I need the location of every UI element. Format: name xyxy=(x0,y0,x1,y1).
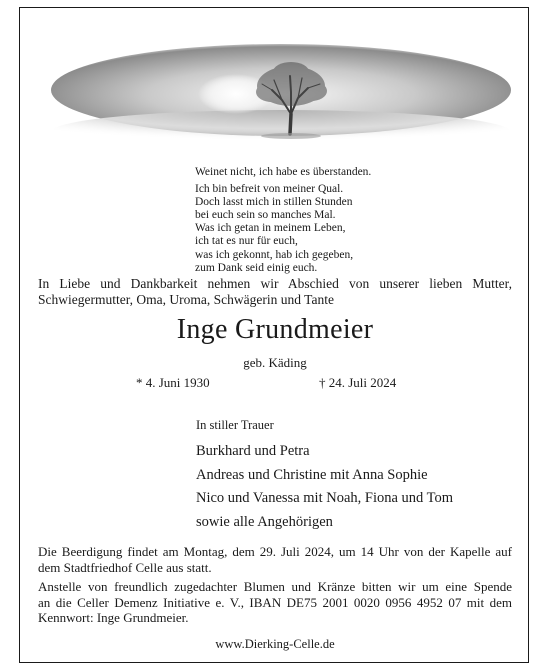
poem-line: zum Dank seid einig euch. xyxy=(195,261,318,274)
death-date: † 24. Juli 2024 xyxy=(319,375,397,390)
mourner-entry: Nico und Vanessa mit Noah, Fiona und Tom xyxy=(196,490,454,506)
funeral-line-1: Die Beerdigung findet am Montag, dem 29. Juli 2024, um 14 Uhr von der Kapelle auf xyxy=(38,544,512,559)
intro-line-2: Schwiegermutter, Oma, Uroma, Schwägerin und Tante xyxy=(38,292,334,307)
intro-line-1: In Liebe und Dankbarkeit nehmen wir Abschied von unserer lieben Mutter, xyxy=(38,276,512,291)
birth-date: * 4. Juni 1930 xyxy=(136,375,210,390)
deceased-name: Inge Grundmeier xyxy=(176,314,374,345)
funeral-details xyxy=(38,544,512,626)
donation-line-1: Anstelle von freundlich zugedachter Blumen und Kränze bitten wir um eine Spende xyxy=(38,579,512,594)
poem-line: ich tat es nur für euch, xyxy=(195,235,298,248)
donation-line-3: Kennwort: Inge Grundmeier. xyxy=(38,610,189,625)
donation-line-2: an die Celler Demenz Initiative e. V., IBAN DE75 2001 0020 0956 4952 07 mit dem xyxy=(38,594,512,610)
maiden-name: geb. Käding xyxy=(243,355,307,370)
poem-line: Doch lasst mich in stillen Stunden xyxy=(195,196,353,209)
poem-line: Ich bin befreit von meiner Qual. xyxy=(195,183,344,196)
mourner-entry: Burkhard und Petra xyxy=(196,443,310,459)
tree-landscape-image xyxy=(36,42,526,160)
poem-first-line: Weinet nicht, ich habe es überstanden. xyxy=(195,166,372,178)
mourner-entry: Andreas und Christine mit Anna Sophie xyxy=(196,466,428,483)
funeral-home-website[interactable]: www.Dierking-Celle.de xyxy=(215,637,335,651)
mourners-list xyxy=(196,441,453,535)
farewell-intro xyxy=(38,276,512,308)
poem-line: was ich gekonnt, hab ich gegeben, xyxy=(195,248,354,261)
poem xyxy=(195,166,371,275)
funeral-line-2: dem Stadtfriedhof Celle aus statt. xyxy=(38,559,212,575)
mourner-entry: sowie alle Angehörigen xyxy=(196,513,333,530)
mourning-heading: In stiller Trauer xyxy=(196,418,274,432)
poem-line: bei euch sein so manches Mal. xyxy=(195,209,336,222)
poem-line: Was ich getan in meinem Leben, xyxy=(195,222,346,235)
